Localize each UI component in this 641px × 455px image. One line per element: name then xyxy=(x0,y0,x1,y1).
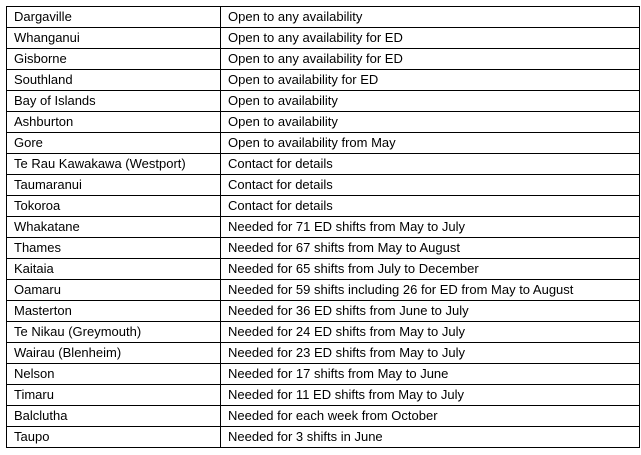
table-row xyxy=(7,154,640,175)
status-cell: Needed for 11 ED shifts from May to July xyxy=(221,385,640,406)
location-cell: Bay of Islands xyxy=(7,91,221,112)
location-cell: Thames xyxy=(7,238,221,259)
table-row xyxy=(7,301,640,322)
status-cell: Open to any availability xyxy=(221,7,640,28)
table-row xyxy=(7,91,640,112)
status-cell: Needed for 36 ED shifts from June to July xyxy=(221,301,640,322)
location-cell: Gore xyxy=(7,133,221,154)
table-row xyxy=(7,175,640,196)
status-cell: Needed for each week from October xyxy=(221,406,640,427)
location-cell: Gisborne xyxy=(7,49,221,70)
location-cell: Whakatane xyxy=(7,217,221,238)
status-cell: Needed for 65 shifts from July to December xyxy=(221,259,640,280)
location-cell: Masterton xyxy=(7,301,221,322)
table-row xyxy=(7,322,640,343)
location-cell: Tokoroa xyxy=(7,196,221,217)
status-cell: Needed for 3 shifts in June xyxy=(221,427,640,448)
status-cell: Open to any availability for ED xyxy=(221,49,640,70)
table-row xyxy=(7,28,640,49)
table-row xyxy=(7,364,640,385)
table-row xyxy=(7,406,640,427)
table-row xyxy=(7,70,640,91)
table-row xyxy=(7,49,640,70)
status-cell: Needed for 17 shifts from May to June xyxy=(221,364,640,385)
table-row xyxy=(7,112,640,133)
status-cell: Open to availability xyxy=(221,112,640,133)
location-cell: Whanganui xyxy=(7,28,221,49)
location-cell: Taupo xyxy=(7,427,221,448)
location-cell: Wairau (Blenheim) xyxy=(7,343,221,364)
status-cell: Needed for 59 shifts including 26 for ED from May to August xyxy=(221,280,640,301)
location-cell: Balclutha xyxy=(7,406,221,427)
location-cell: Te Rau Kawakawa (Westport) xyxy=(7,154,221,175)
status-cell: Open to availability xyxy=(221,91,640,112)
table-row xyxy=(7,385,640,406)
location-cell: Dargaville xyxy=(7,7,221,28)
table-body xyxy=(7,7,640,448)
status-cell: Contact for details xyxy=(221,154,640,175)
status-cell: Needed for 71 ED shifts from May to July xyxy=(221,217,640,238)
table-row xyxy=(7,259,640,280)
status-cell: Needed for 23 ED shifts from May to July xyxy=(221,343,640,364)
location-cell: Ashburton xyxy=(7,112,221,133)
table-row xyxy=(7,196,640,217)
location-cell: Kaitaia xyxy=(7,259,221,280)
status-cell: Contact for details xyxy=(221,175,640,196)
table-row xyxy=(7,343,640,364)
status-cell: Needed for 24 ED shifts from May to July xyxy=(221,322,640,343)
status-cell: Needed for 67 shifts from May to August xyxy=(221,238,640,259)
location-cell: Southland xyxy=(7,70,221,91)
table-row xyxy=(7,280,640,301)
status-cell: Open to any availability for ED xyxy=(221,28,640,49)
location-cell: Te Nikau (Greymouth) xyxy=(7,322,221,343)
location-cell: Oamaru xyxy=(7,280,221,301)
status-cell: Open to availability from May xyxy=(221,133,640,154)
table-row xyxy=(7,133,640,154)
availability-table xyxy=(6,6,640,448)
table-row xyxy=(7,238,640,259)
table-row xyxy=(7,427,640,448)
status-cell: Open to availability for ED xyxy=(221,70,640,91)
location-cell: Nelson xyxy=(7,364,221,385)
status-cell: Contact for details xyxy=(221,196,640,217)
location-cell: Taumaranui xyxy=(7,175,221,196)
table-row xyxy=(7,217,640,238)
location-cell: Timaru xyxy=(7,385,221,406)
table-row xyxy=(7,7,640,28)
